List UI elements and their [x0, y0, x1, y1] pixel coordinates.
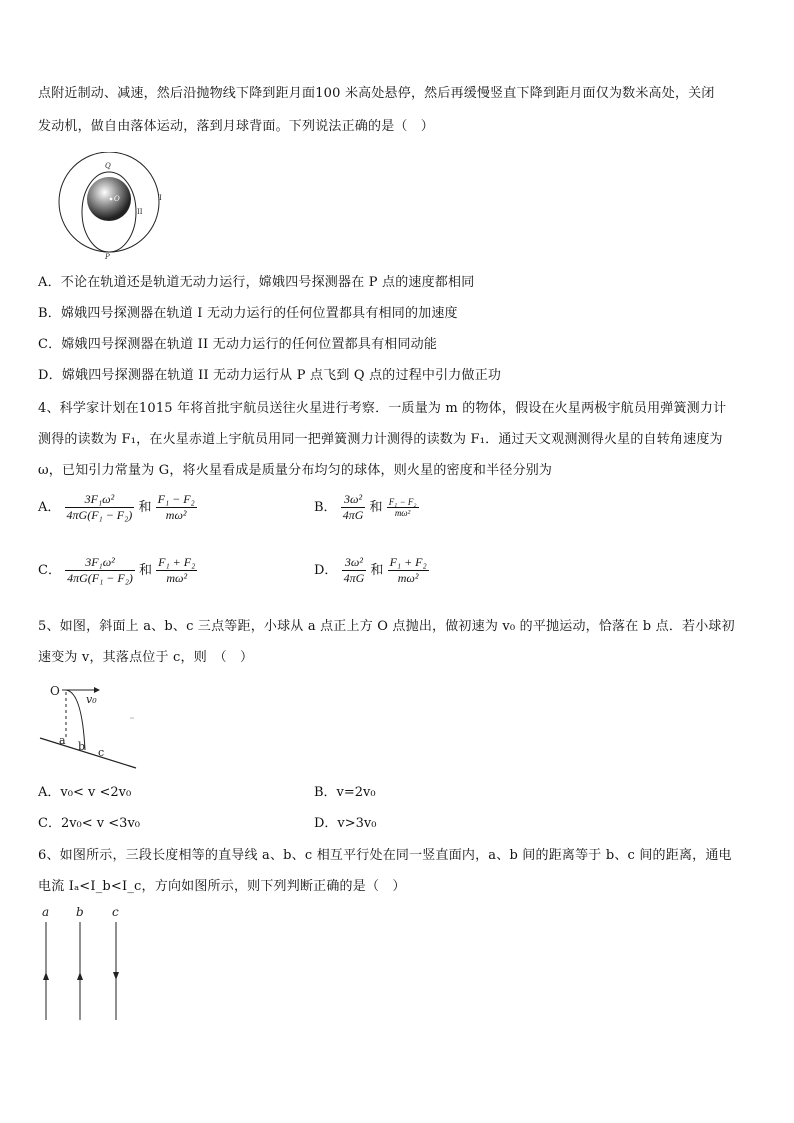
q4-line-2: 测得的读数为 F₁，在火星赤道上宇航员用同一把弹簧测力计测得的读数为 F₁．通过天文观测测得火星的自转角速度为: [38, 432, 723, 447]
label-c: c: [112, 905, 119, 919]
label-o: O: [50, 684, 60, 698]
label-c: c: [98, 746, 105, 759]
q6-line-2: 电流 Iₐ<I_b<I_c，方向如图所示，则下列判断正确的是（ ）: [38, 879, 406, 894]
label-a: a: [42, 905, 50, 919]
projectile-diagram: [38, 680, 143, 772]
q4-option-b: B． $\frac{\text{3ω²}}{4\pi G}$ 和 $\frac{\text{F₁ − F₂}}{\text{mω²}}$: [314, 492, 417, 522]
intro-line-1: 点附近制动、减速，然后沿抛物线下降到距月面100 米高处悬停，然后再缓慢竖直下降到距月面仅为数米高处，关闭: [38, 86, 715, 101]
q4-line-3: ω，已知引力常量为 G，将火星看成是质量分布均匀的球体，则火星的密度和半径分别为: [38, 463, 553, 478]
q6-line-1: 6、如图所示，三段长度相等的直导线 a、b、c 相互平行处在同一竖直面内，a、b 间的距离等于 b、c 间的距离，通电: [38, 848, 732, 863]
q5-line-2: 速变为 v，其落点位于 c，则 （ ）: [38, 650, 254, 665]
moon: [87, 177, 131, 221]
option-label: B．: [314, 500, 337, 515]
q5-option-a: A．v₀< v <2v₀: [38, 785, 132, 800]
q3-option-c: C．嫦娥四号探测器在轨道 II 无动力运行的任何位置都具有相同动能: [38, 337, 438, 352]
option-label: A．: [38, 500, 61, 515]
label-q: Q: [105, 162, 111, 170]
q3-option-b: B．嫦娥四号探测器在轨道 I 无动力运行的任何位置都具有相同的加速度: [38, 306, 458, 321]
option-label: C．: [38, 563, 61, 578]
label-b: b: [78, 740, 86, 753]
arrow-down-icon: [113, 972, 119, 980]
q4-option-a: A． $\frac{\text{3F₁ω²}}{\text{4πG(F₁ − F₂)}}$ 和 $\frac{\text{F₁ − F₂}}{\text{mω²}}$: [38, 492, 195, 522]
label-o: O: [114, 195, 120, 203]
q5-option-b: B．v=2v₀: [314, 785, 376, 800]
incline-line: [40, 738, 136, 768]
wires-diagram: [36, 904, 131, 1024]
label-a: a: [59, 734, 66, 747]
q3-option-d: D．嫦娥四号探测器在轨道 II 无动力运行从 P 点飞到 Q 点的过程中引力做正功: [38, 368, 502, 383]
orbit-diagram: [55, 152, 170, 260]
label-ii: II: [137, 208, 143, 216]
arrow-up-icon: [43, 972, 49, 980]
intro-line-2: 发动机，做自由落体运动，落到月球背面。下列说法正确的是（ ）: [38, 119, 435, 134]
q5-line-1: 5、如图，斜面上 a、b、c 三点等距，小球从 a 点正上方 O 点抛出，做初速为 v₀ 的平抛运动，恰落在 b 点．若小球初: [38, 619, 735, 634]
label-p: P: [105, 253, 110, 260]
q4-option-c: C． $\frac{\text{3F₁ω²}}{\text{4πG(F₁ − F₂)}}$ 和 $\frac{\text{F₁ + F₂}}{\text{mω²}}$: [38, 555, 196, 585]
q4-line-1: 4、科学家计划在1015 年将首批宇航员送往火星进行考察．一质量为 m 的物体，假设在火星两极宇航员用弹簧测力计: [38, 401, 727, 416]
label-b: b: [76, 905, 84, 919]
label-v0: v₀: [86, 693, 97, 706]
q4-option-d: D． $\frac{\text{3ω²}}{4\pi G}$ 和 $\frac{\text{F₁ + F₂}}{\text{mω²}}$: [314, 555, 427, 585]
option-label: D．: [314, 563, 338, 578]
label-i: I: [159, 194, 162, 202]
q3-option-a: A．不论在轨道还是轨道无动力运行，嫦娥四号探测器在 P 点的速度都相同: [38, 275, 475, 290]
q5-option-d: D．v>3v₀: [314, 816, 377, 831]
arrow-up-icon: [77, 972, 83, 980]
q5-option-c: C．2v₀< v <3v₀: [38, 816, 140, 831]
